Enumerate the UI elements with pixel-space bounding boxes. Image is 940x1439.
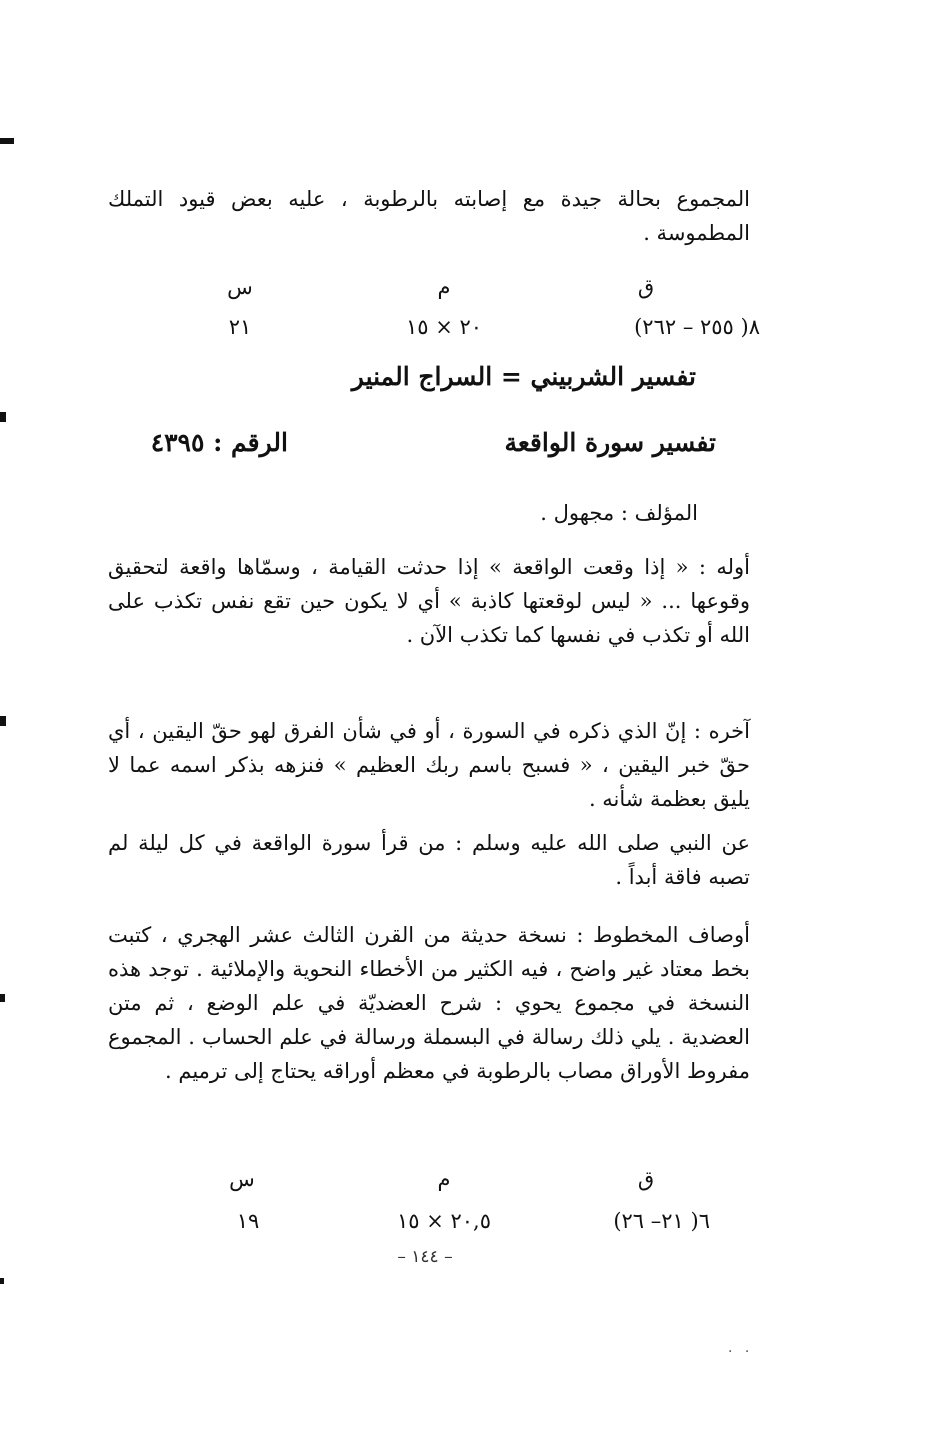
entry-hadith: عن النبي صلى الله عليه وسلم : من قرأ سورة الواقعة في كل ليلة لم تصبه فاقة أبداً . [108,831,750,889]
table2-header-s: س [229,1167,255,1191]
table1-value-m: ٢٠ × ١٥ [405,315,483,339]
entry-opening: أوله : « إذا وقعت الواقعة » إذا حدثت القيامة ، وسمّاها واقعة لتحقيق وقوعها ... « ليس لوقعتها كاذبة » أي لا يكون حين تقع نفس تكذب على الله أو تكذب في نفسها كما تكذب الآن . [108,555,750,647]
scan-edge-mark [0,412,6,422]
table1-value-q: ٨( ٢٥٥ – ٢٦٢) [634,315,760,339]
scan-specks: · · [728,1344,754,1360]
scan-edge-mark [0,994,5,1002]
entry-number: الرقم : ٤٣٩٥ [150,428,288,457]
table2-value-q: ٦( ٢١– ٢٦) [613,1209,710,1233]
scan-edge-mark [0,138,14,144]
scan-edge-mark [0,716,6,726]
table1-header-q: ق [637,275,655,299]
page-number: – ١٤٤ – [397,1247,453,1267]
table1-value-s: ٢١ [228,315,252,339]
scan-edge-mark [0,1278,4,1284]
table2-value-m: ٢٠,٥ × ١٥ [396,1209,492,1233]
entry-ending: آخره : إنّ الذي ذكره في السورة ، أو في شأن الفرق لهو حقّ اليقين ، أي حقّ خبر اليقين ، « فسبح باسم ربك العظيم » فنزهه بذكر اسمه عما لا يليق بعظمة شأنه . [108,719,750,811]
entry-author: المؤلف : مجهول . [540,501,698,525]
entry-description: أوصاف المخطوط : نسخة حديثة من القرن الثالث عشر الهجري ، كتبت بخط معتاد غير واضح ، فيه الكثير من الأخطاء النحوية والإملائية . توجد هذه النسخة في مجموع يحوي : شرح العضديّة في علم الوضع ، ثم متن العضدية . يلي ذلك رسالة في البسملة ورسالة في علم الحساب . المجموع مفروط الأوراق مصاب بالرطوبة في معظم أوراقه يحتاج إلى ترميم . [108,923,750,1083]
table2-value-s: ١٩ [236,1209,260,1233]
work-heading: تفسير الشربيني = السراج المنير [351,362,696,391]
table2-header-m: م [437,1167,451,1191]
entry-title: تفسير سورة الواقعة [504,428,716,457]
table1-header-m: م [437,275,451,299]
table1-header-s: س [227,275,253,299]
table2-header-q: ق [637,1167,655,1191]
previous-entry-note: المجموع بحالة جيدة مع إصابته بالرطوبة ، عليه بعض قيود التملك المطموسة . [108,187,750,245]
